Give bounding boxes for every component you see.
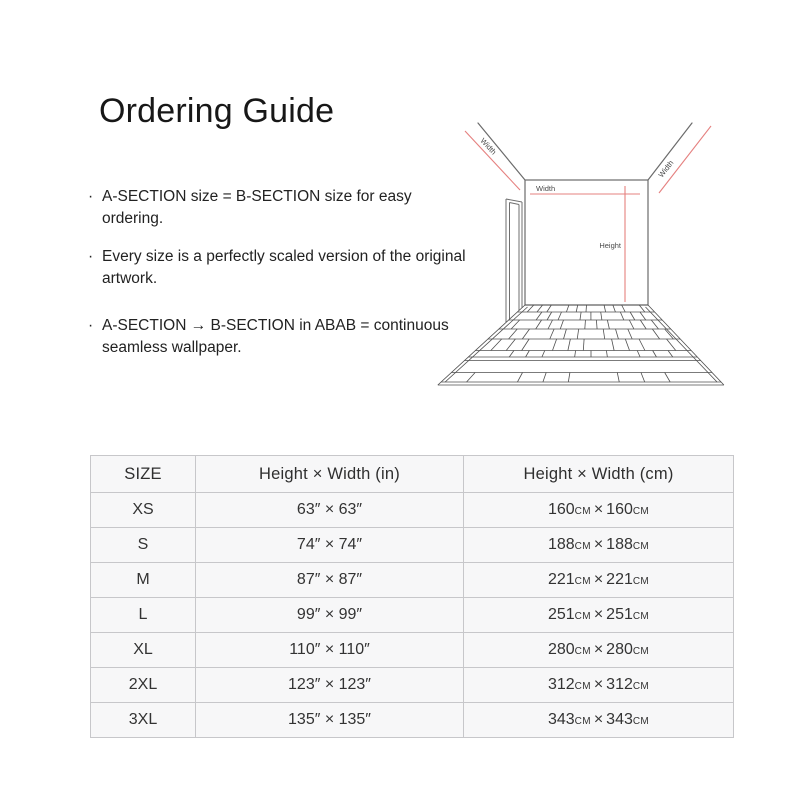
cm-height-value: 188 [547,536,575,553]
cm-height-value: 221 [547,571,575,588]
cm-cell [464,528,734,563]
inches-cell: 74″ × 74″ [196,528,464,563]
bullet-marker: · [88,248,94,265]
inches-cell: 99″ × 99″ [196,598,464,633]
table-row [91,528,734,563]
table-row [91,598,734,633]
bullet-marker: · [88,317,94,334]
door-frame [506,199,522,322]
cm-height-value: 312 [547,676,575,693]
cm-width-value: 160 [606,501,633,518]
cm-cell [464,668,734,703]
size-cell: XL [91,633,196,668]
multiply-sign: × [593,641,604,658]
bullet-text: A-SECTION → B-SECTION in ABAB = continuous seamless wallpaper. [102,317,449,356]
col-header-size: SIZE [91,456,196,493]
cm-unit: CM [574,576,591,587]
cm-cell [464,703,734,738]
cm-unit: CM [632,646,650,657]
cm-unit: CM [574,716,591,727]
cm-width-value: 251 [606,606,633,623]
inches-cell: 63″ × 63″ [196,493,464,528]
size-cell: 2XL [91,668,196,703]
multiply-sign: × [593,676,604,693]
table-row [91,668,734,703]
cm-cell [464,633,734,668]
width-label-left-wall: Width [478,136,499,157]
table-row [91,563,734,598]
bullet-text: Every size is a perfectly scaled version of the original artwork. [102,248,466,287]
cm-width-value: 221 [606,571,633,588]
bullet-item-scaled [88,246,477,290]
size-table [90,455,734,738]
multiply-sign: × [593,536,604,553]
cm-height-value: 280 [547,641,575,658]
col-header-inches: Height × Width (in) [196,456,464,493]
cm-unit: CM [574,681,591,692]
size-cell: L [91,598,196,633]
bullet-text: A-SECTION size = B-SECTION size for easy ordering. [102,188,412,227]
size-cell: 3XL [91,703,196,738]
cm-unit: CM [632,541,650,552]
table-row [91,703,734,738]
table-header-row [91,456,734,493]
bullet-marker: · [88,188,94,205]
inches-cell: 123″ × 123″ [196,668,464,703]
cm-width-value: 188 [606,536,633,553]
inches-cell: 87″ × 87″ [196,563,464,598]
multiply-sign: × [593,501,604,518]
size-cell: M [91,563,196,598]
multiply-sign: × [593,711,604,728]
size-cell: S [91,528,196,563]
cm-unit: CM [574,541,591,552]
room-perspective-diagram [430,95,730,395]
cm-height-value: 160 [547,501,575,518]
cm-unit: CM [574,646,591,657]
cm-width-value: 280 [606,641,633,658]
cm-height-value: 343 [547,711,575,728]
cm-unit: CM [632,506,650,517]
room-walls [478,123,692,305]
cm-cell [464,563,734,598]
width-label-back-wall: Width [536,184,556,193]
cm-unit: CM [632,611,650,622]
multiply-sign: × [593,571,604,588]
inches-cell: 110″ × 110″ [196,633,464,668]
multiply-sign: × [593,606,604,623]
cm-unit: CM [632,716,650,727]
width-label-right-wall: Width [656,158,676,180]
page-title: Ordering Guide [99,92,335,130]
cm-unit: CM [632,681,650,692]
height-label: Height [599,241,621,250]
cm-cell [464,493,734,528]
parquet-floor [438,305,724,385]
col-header-cm: Height × Width (cm) [464,456,734,493]
table-row [91,633,734,668]
cm-unit: CM [574,506,591,517]
bullet-item-ordering [88,186,477,230]
cm-unit: CM [574,611,591,622]
size-cell: XS [91,493,196,528]
table-row [91,493,734,528]
cm-cell [464,598,734,633]
bullet-item-seamless [88,315,477,359]
cm-width-value: 312 [606,676,633,693]
cm-height-value: 251 [547,606,575,623]
inches-cell: 135″ × 135″ [196,703,464,738]
cm-unit: CM [632,576,650,587]
cm-width-value: 343 [606,711,633,728]
